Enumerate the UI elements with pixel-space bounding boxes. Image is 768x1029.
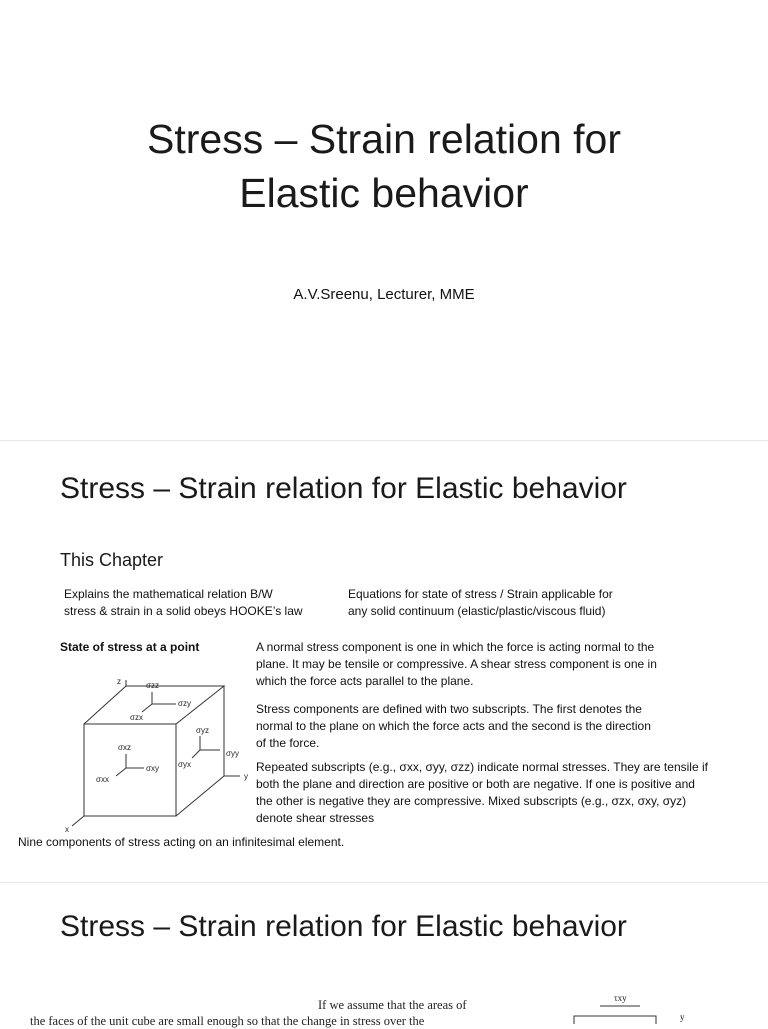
label-sxz: σxz bbox=[118, 743, 131, 752]
right-note bbox=[348, 586, 613, 620]
label-szx: σzx bbox=[130, 713, 143, 722]
label-txy: τxy bbox=[614, 993, 627, 1003]
slide3-title: Stress – Strain relation for Elastic behavior bbox=[60, 910, 627, 943]
chapter-heading: This Chapter bbox=[60, 550, 164, 570]
label-x: x bbox=[65, 825, 69, 834]
paper-text-line-2: the faces of the unit cube are small enough so that the change in stress over the bbox=[30, 1014, 425, 1028]
slide2-title: Stress – Strain relation for Elastic behavior bbox=[60, 472, 627, 505]
cube-top-edges bbox=[84, 686, 224, 724]
label-syx: σyx bbox=[178, 760, 191, 769]
paragraph-line: Stress components are defined with two subscripts. The first denotes the bbox=[256, 702, 642, 716]
left-note-line: Explains the mathematical relation B/W bbox=[64, 587, 273, 601]
left-note bbox=[64, 586, 303, 620]
title-line-2: Elastic behavior bbox=[239, 170, 529, 216]
cube-front-face bbox=[84, 724, 176, 816]
slide-divider bbox=[0, 440, 768, 441]
paragraph-line: the other is negative they are compressive. Mixed subscripts (e.g., σzx, σxy, σyz) bbox=[256, 794, 687, 808]
label-z: z bbox=[117, 677, 121, 686]
left-note-line: stress & strain in a solid obeys HOOKE’s law bbox=[64, 604, 303, 618]
paragraph-normal-shear bbox=[256, 639, 726, 690]
szx-arrow bbox=[142, 704, 152, 712]
slide-divider bbox=[0, 882, 768, 883]
label-sxy: σxy bbox=[146, 764, 159, 773]
paragraph-line: A normal stress component is one in which the force is acting normal to the bbox=[256, 640, 655, 654]
paragraph-subscripts bbox=[256, 701, 726, 752]
label-szz: σzz bbox=[146, 681, 159, 690]
title-slide-heading bbox=[0, 112, 768, 220]
paragraph-line: both the plane and direction are positive or both are negative. If one is positive and bbox=[256, 777, 695, 791]
label-syz: σyz bbox=[196, 726, 209, 735]
paper-text-line-1: If we assume that the areas of bbox=[318, 998, 467, 1012]
paragraph-line: denote shear stresses bbox=[256, 811, 375, 825]
author-line: A.V.Sreenu, Lecturer, MME bbox=[293, 286, 475, 303]
syx-arrow bbox=[192, 750, 200, 758]
label-y-axis: y bbox=[680, 1012, 685, 1022]
label-y: y bbox=[244, 772, 248, 781]
paragraph-line: normal to the plane on which the force acts and the second is the direction bbox=[256, 719, 651, 733]
title-line-1: Stress – Strain relation for bbox=[147, 116, 621, 162]
paragraph-repeated-subscripts bbox=[256, 759, 756, 827]
paragraph-line: of the force. bbox=[256, 736, 320, 750]
stress-cube-figure bbox=[60, 670, 260, 835]
x-axis bbox=[72, 816, 84, 826]
label-syy: σyy bbox=[226, 749, 239, 758]
shear-stress-figure bbox=[560, 992, 710, 1024]
label-sxx: σxx bbox=[96, 775, 109, 784]
label-szy: σzy bbox=[178, 699, 191, 708]
element-outline bbox=[574, 1016, 656, 1024]
right-note-line: Equations for state of stress / Strain applicable for bbox=[348, 587, 613, 601]
paragraph-line: plane. It may be tensile or compressive. A shear stress component is one in bbox=[256, 657, 657, 671]
state-of-stress-heading: State of stress at a point bbox=[60, 640, 200, 654]
paragraph-line: which the force acts parallel to the plane. bbox=[256, 674, 474, 688]
right-note-line: any solid continuum (elastic/plastic/viscous fluid) bbox=[348, 604, 606, 618]
figure-caption: Nine components of stress acting on an infinitesimal element. bbox=[18, 835, 345, 849]
paragraph-line: Repeated subscripts (e.g., σxx, σyy, σzz) indicate normal stresses. They are tensile if bbox=[256, 760, 708, 774]
sxx-arrow bbox=[116, 768, 126, 776]
